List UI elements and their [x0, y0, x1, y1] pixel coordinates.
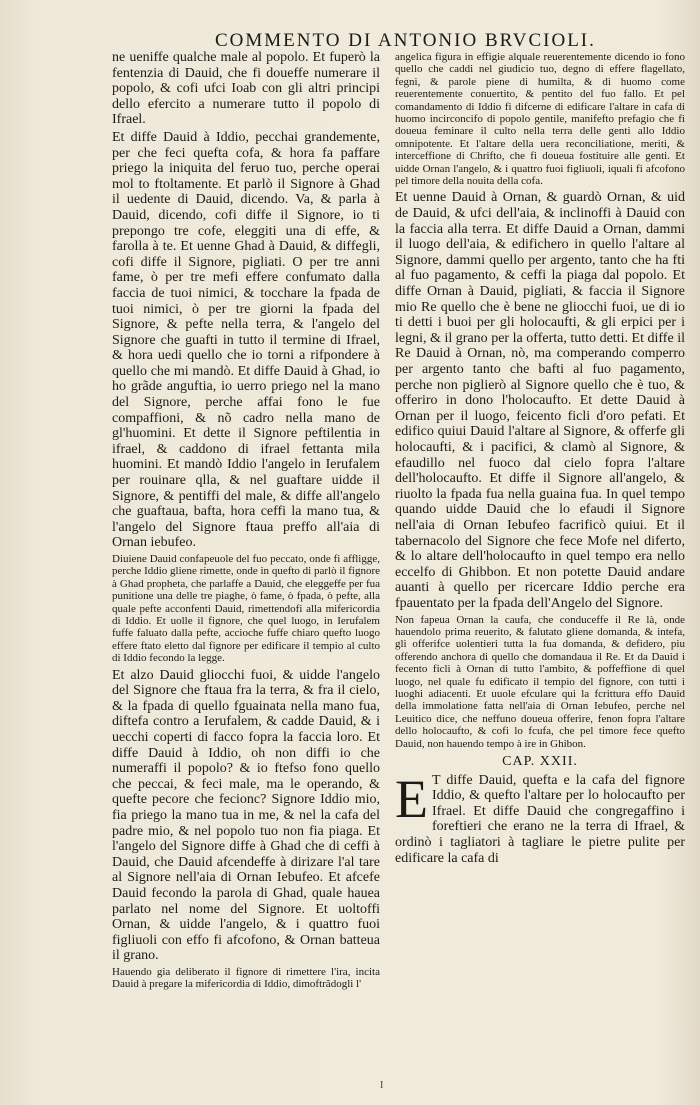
right-paragraph: Et uenne Dauid à Ornan, & guardò Ornan, & uid de Dauid, & ufci dell'aia, & inclinoffi à Dauid con la faccia alla terra. Et diffe Dauid a Ornan, dammi il luogo dell'aia, & edifichero in quello l'altare al Signore, dammi quello per argento, tanto che ha fti al fuo pagamento, & ceffi la piaga dal popolo. Et diffe Ornan à Dauid, pigliati, & faccia il Signore mio Re quello che è bene ne gliocchi fuoi, ue di io ti detti i buoi per gli holocaufti, & gli erpici per i legni, & il grano per la offerta, tutto detti. Et diffe il Re Dauid à Ornan, nò, ma comperando comperro per argento tanto che bafti al fuo pagamento, perche non piglierò al Signore quello che è tuo, & offeriro in dono l'holocaufto. Et dette Dauid à Ornan per il luogo, feicento ficli d'oro pefati. Et edifico quiui Dauid l'altare al Signore, & offerfe gli holocaufti, & i pacifici, & clamò al Signore, & efaudillo nel fuoco dal cielo fopra l'altare dell'holocaufto. Et diffe il Signore all'angelo, & riuolto la fpada fua nella guaina fua. In quel tempo quando uidde Dauid che lo efaudi il Signore nell'aia di Ornan Iebufeo facrificò quiui. Et il tabernacolo del Signore che fece Mofe nel diferto, & lo altare dell'holocaufto in quel tempo era nello eccelfo di Ghibbon. Et non potette Dauid andare auanti à quello per ricercare Iddio perche era fpauentato per la fpada dell'Angelo del Signore.	[395, 190, 685, 611]
chapter-text: T diffe Dauid, quefta e la cafa del fignore Iddio, & quefto l'altare per lo holocaufto per Ifrael. Et diffe Dauid che congregaffino i foreftieri che erano ne la terra di Ifrael, & ordinò i tagliatori à tagliare le pietre pulite per edificare la cafa di	[395, 772, 685, 866]
running-title: COMMENTO DI ANTONIO BRVCIOLI.	[215, 30, 596, 51]
left-commentary: Diuiene Dauid confapeuole del fuo peccato, onde fi affligge, perche Iddio gliene rimette, onde in quefto di parlò il fignore à Ghad propheta, che parlaffe a Dauid, che eleggeffe per fua punitione una delle tre piaghe, ò fame, ò fpada, ò pefte, alla quale pefte acconfenti Dauid, rimettendofi alla mifericordia di Iddio. Et uolle il fignore, che quel luogo, in Ierufalem fuffe faluato dalla pefte, accioche fuffe chiaro quefto luogo effere ftato eletto dal fignore per edificare il tempio al culto di Iddio fecondo la legge.	[112, 553, 380, 665]
left-paragraph: Et diffe Dauid à Iddio, pecchai grandemente, per che feci quefta cofa, & hora fa paffare priego la iniquita del feruo tuo, perche operai mol to ftoltamente. Et parlò il Signore à Ghad il uedente di Dauid, dicendo. Va, & parla à Dauid, dicendo, cofi diffe il Signore, io ti prepongo tre cofe, eleggiti una di effe, & farolla à te. Et uenne Ghad à Dauid, & diffegli, cofi diffe il Signore, pigliati. O per tre anni fame, ò per tre mefi effere confumato dalla faccia de tuoi nimici, & toccharе la fpada de tuoi nimici, ò per tre giorni la fpada del Signore, & pefte nella terra, & l'angelo del Signore che guafti in tutto il termine di Ifrael, & hora uedi quello che io torni a rifpondere à quello che mi mandò. Et diffe Dauid à Ghad, io ho grãde anguftia, io uerro priego nel la mano del Signore, perche affai fono le fue compaffioni, & nõ cadro nella mano de gl'huomini. Et dette il Signore peftilentia in ifrael, & caddono di ifrael fettanta mila huomini. Et mandò Iddio l'angelo in Ierufalem per rouinare qlla, & nel guaftare uidde il Signore, & pentiffi del male, & diffe all'angelo che guaftaua, bafta, hora ceffi la mano tua, & l'angelo del Signore ftaua preffo all'aia di Ornan iebufeo.	[112, 129, 380, 551]
right-column	[395, 50, 685, 1050]
left-paragraph: ne ueniffe qualche male al popolo. Et fuperò la fentenzia di Dauid, che fi doueffe numerare il popolo, & cofi ufci Ioab con gli altri principi dello efercito a numerare tutto il popolo di Ifrael.	[112, 50, 380, 128]
chapter-heading: CAP. XXII.	[502, 753, 578, 769]
chapter-paragraph	[395, 768, 685, 867]
left-commentary: Hauendo gia deliberato il fignore di rimettere l'ira, incita Dauid à pregare la mifericordia di Iddio, dimoftrãdogli l'	[112, 965, 380, 991]
page-mark: I	[380, 1080, 384, 1091]
left-paragraph: Et alzo Dauid gliocchi fuoi, & uidde l'angelo del Signore che ftaua fra la terra, & fra il cielo, & la fpada di quello fguainata nella mano fua, diftefa contro a Ierufalem, & cadde Dauid, & i uecchi coperti di facco fopra la faccia loro. Et diffe Dauid à Iddio, oh non diffi io che numeraffi il popolo? & io ftefso fono quello che peccai, & feci male, ma le operando, & quefte pecore che fecionc? Signore Iddio mio, fia priego la mano tua in me, & nel la cafa del padre mio, & nel popolo tuo non fia piaga. Et l'angelo del Signore diffe à Ghad che di ceffi à Dauid, che Dauid afcendeffe à dirizare l'al tare al Signore nell'aia di Ornan Iebufeo. Et afcefe Dauid fecondo la parola di Ghad, quale haueа parlato nel nome del Signore. Et uoltoffi Ornan, & uidde l'angelo, & i quattro fuoi figliuoli con effo fi afcofono, & Ornan batteua il grano.	[112, 667, 380, 964]
drop-cap-initial: E	[395, 768, 428, 829]
right-commentary: angelica figura in effigie alquale reuerentemente dicendo io fono quello che caddi nel giudicio tuo, degno di effere flagellato, fegni, & parole piene di humilta, & di huomo come reuerentemente conuertito, & pentito del fuo fallo. Et pel comandamento di Iddio fi difcerne di edificare l'altare in cafa di huomo incirconcifo di popolo gentile, manifefto prefagio che fi doueua feminare il culto nella terra delle genti allo Iddio omnipotente. Et l'altare della uera reconciliatione, meriti, & interceffione di Chrifto, che fi doueua fostituire alle genti. Et uidde Ornan l'angelo, & i quattro fuoi figliuoli, iquali fi afcofono pel timore della nouita della cofa.	[395, 51, 685, 188]
left-column	[112, 50, 380, 1050]
right-commentary: Non fapeua Ornan la caufa, che conduceffe il Re là, onde hauendolo prima reuerito, & falutato gliene domanda, & intefa, gli offerifce uolentieri tutta la fua domanda, & defidero, piu offerendo anchora di quello che domandaua il Re. Et da Dauid i fecento ficli à Ornan di tutto l'ambito, & poffeffione di quel luogo, nel quale fu edificato il tempio del fignore, con tutti i luoghi adiacenti. Et uuole efculare qui la fcrittura effo Dauid della immolatione fatta nell'aia di Ornan Iebufeo, perche nel Leuitico dice, che neffuno doueua offerire, fenon fopra l'altare dello holocaufto, & cofi lo fcufa, che pel timore fece quefto Dauid, non hauendo tempo à ire in Ghibon.	[395, 613, 685, 750]
